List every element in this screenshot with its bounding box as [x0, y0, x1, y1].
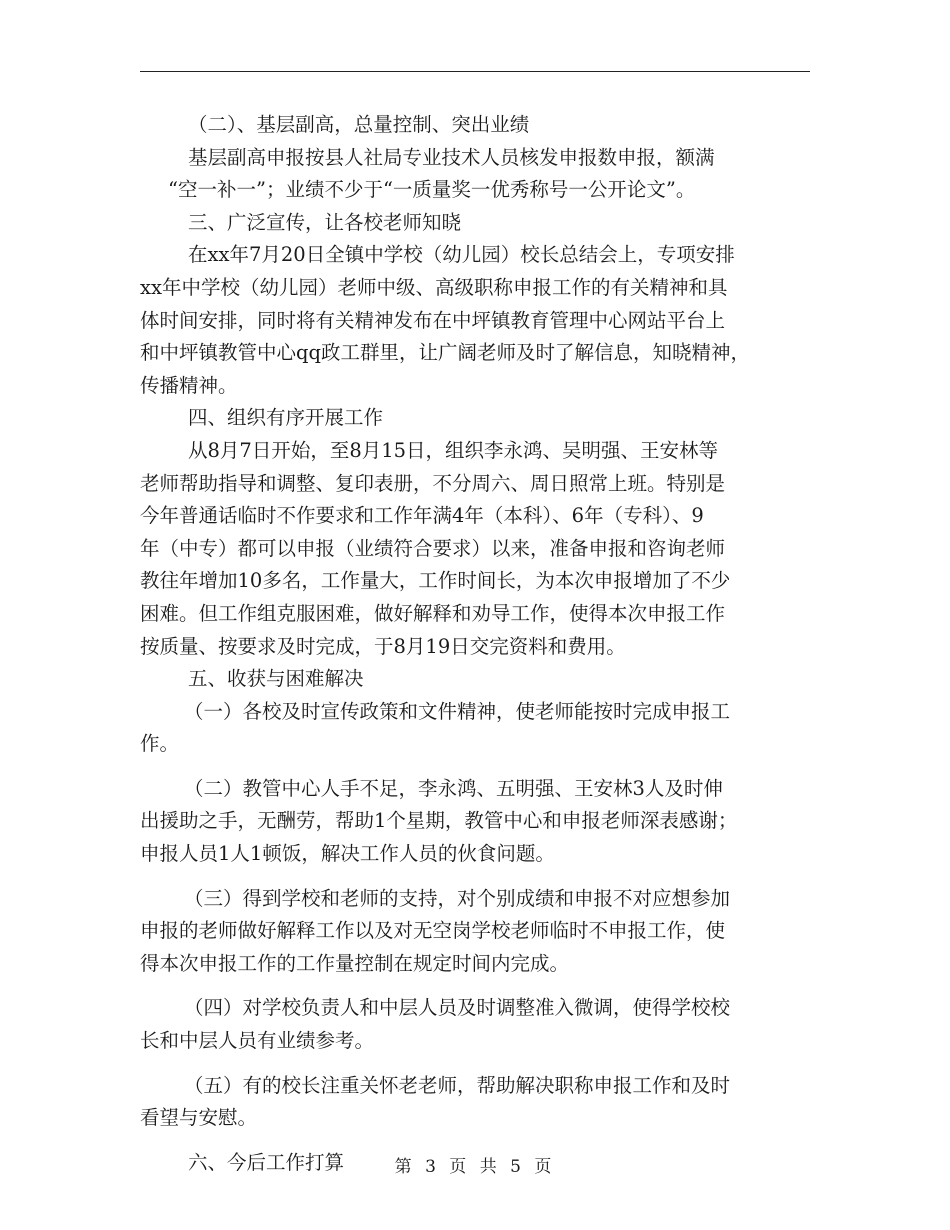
text-line: 出援助之手，无酬劳，帮助1个星期，教管中心和申报老师深表感谢； — [140, 809, 738, 833]
text-line: “空一补一”；业绩不少于“一质量奖一优秀称号一公开论文”。 — [168, 178, 696, 202]
text-line: 传播精神。 — [140, 373, 238, 397]
page-number: 第 3 页 共 5 页 — [394, 1157, 556, 1177]
text-line: 和中坪镇教管中心qq政工群里，让广阔老师及时了解信息，知晓精神， — [140, 341, 750, 365]
text-line: 年（中专）都可以申报（业绩符合要求）以来，准备申报和咨询老师 — [140, 536, 726, 560]
text-line: 得本次申报工作的工作量控制在规定时间内完成。 — [140, 951, 570, 975]
text-line: 看望与安慰。 — [140, 1106, 258, 1130]
text-line: （四）对学校负责人和中层人员及时调整准入微调，使得学校校 — [184, 996, 731, 1020]
text-line: 困难。但工作组克服困难，做好解释和劝导工作，使得本次申报工作 — [140, 601, 726, 625]
section-heading: 五、收获与困难解决 — [188, 667, 364, 691]
text-line: 体时间安排，同时将有关精神发布在中坪镇教育管理中心网站平台上 — [140, 308, 726, 332]
section-heading: 六、今后工作打算 — [188, 1150, 345, 1174]
text-line: 从8月7日开始，至8月15日，组织李永鸿、吴明强、王安林等 — [188, 438, 719, 462]
text-line: xx年中学校（幼儿园）老师中级、高级职称申报工作的有关精神和具 — [140, 275, 728, 299]
document-body — [140, 109, 816, 1179]
text-line: （一）各校及时宣传政策和文件精神，使老师能按时完成申报工 — [184, 699, 731, 723]
text-line: 老师帮助指导和调整、复印表册，不分周六、周日照常上班。特别是 — [140, 471, 726, 495]
header-rule — [140, 71, 810, 72]
text-line: （二）、基层副高，总量控制、突出业绩 — [188, 113, 530, 136]
text-line: 作。 — [140, 732, 180, 756]
text-line: 今年普通话临时不作要求和工作年满4年（本科）、6年（专科）、9 — [140, 504, 704, 528]
text-line: （二）教管中心人手不足，李永鸿、五明强、王安林3人及时伸 — [184, 776, 723, 800]
text-line: 在xx年7月20日全镇中学校（幼儿园）校长总结会上，专项安排 — [188, 243, 735, 267]
text-line: 长和中层人员有业绩参考。 — [140, 1029, 375, 1053]
text-line: （五）有的校长注重关怀老老师，帮助解决职称申报工作和及时 — [184, 1073, 731, 1097]
text-line: 申报人员1人1顿饭，解决工作人员的伙食问题。 — [140, 842, 555, 866]
section-heading: 三、广泛宣传，让各校老师知晓 — [188, 210, 462, 234]
text-line: 教往年增加10多名，工作量大，工作时间长，为本次申报增加了不少 — [140, 569, 731, 593]
text-line: （三）得到学校和老师的支持，对个别成绩和申报不对应想参加 — [184, 886, 731, 910]
text-line: 按质量、按要求及时完成，于8月19日交完资料和费用。 — [140, 634, 626, 658]
text-line: 基层副高申报按县人社局专业技术人员核发申报数申报，额满 — [188, 145, 715, 169]
text-line: 申报的老师做好解释工作以及对无空岗学校老师临时不申报工作，使 — [140, 919, 726, 943]
section-heading: 四、组织有序开展工作 — [188, 406, 384, 430]
